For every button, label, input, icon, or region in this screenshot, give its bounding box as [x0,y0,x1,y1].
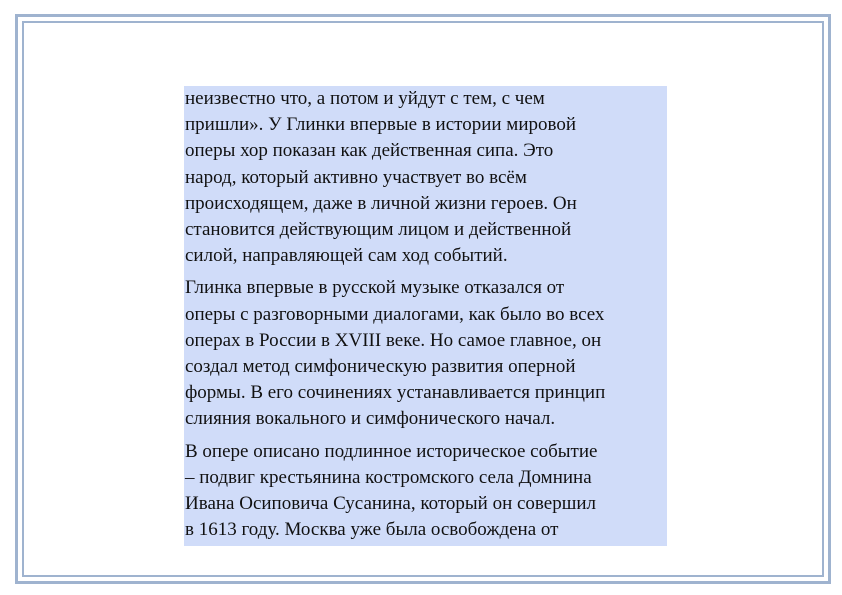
text-line: – подвиг крестьянина костромского села Домнина [185,466,592,488]
text-line: создал метод симфоническую развития оперной [185,356,576,378]
paragraph-2 [185,275,665,432]
text-line: В опере описано подлинное историческое событие [185,440,598,462]
text-line: пришли». У Глинки впервые в истории мировой [185,114,576,136]
paragraph-3 [185,439,665,544]
text-line: народ, который активно участвует во всём [185,166,527,188]
text-line: неизвестно что, а потом и уйдут с тем, с чем [185,88,545,109]
text-line: силой, направляющей сам ход событий. [185,245,508,267]
text-line: в 1613 году. Москва уже была освобождена от [185,519,559,541]
text-block [184,86,667,546]
text-line: Глинка впервые в русской музыке отказался от [185,277,565,299]
text-line: формы. В его сочинениях устанавливается принцип [185,382,606,404]
text-line: операх в России в XVIII веке. Но самое главное, он [185,329,602,351]
text-line: становится действующим лицом и действенной [185,219,572,241]
paragraph-1 [185,86,665,269]
text-line: происходящем, даже в личной жизни героев. Он [185,192,577,214]
text-line: слияния вокального и симфонического начал. [185,408,556,430]
text-line: оперы хор показан как действенная сипа. Это [185,140,554,162]
text-line: оперы с разговорными диалогами, как было во всех [185,303,605,325]
text-line: Ивана Осиповича Сусанина, который он совершил [185,493,597,515]
